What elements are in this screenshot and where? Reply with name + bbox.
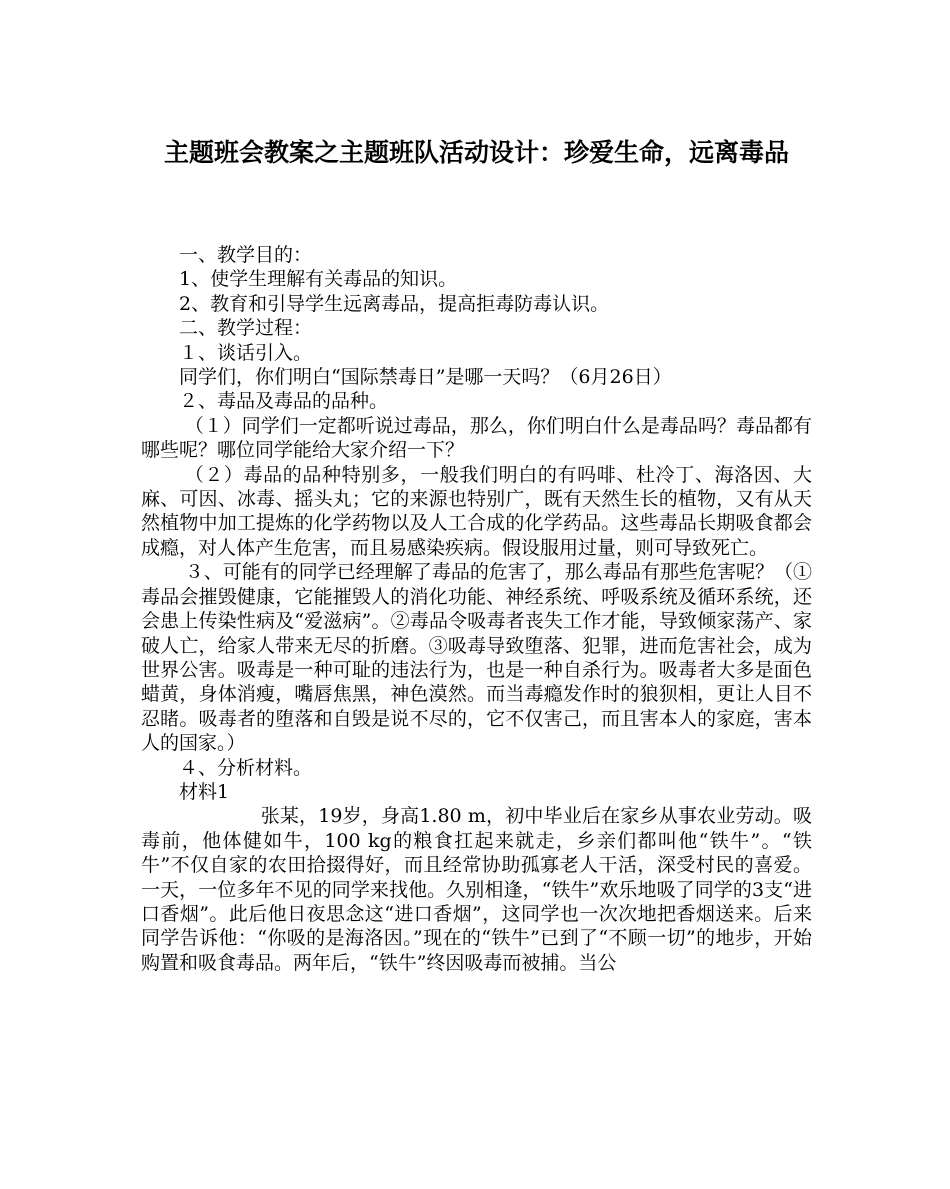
paragraph: （２）毒品的品种特别多，一般我们明白的有吗啡、杜冷丁、海洛因、大麻、可因、冰毒、摇头丸；它的来源也特别广，既有天然生长的植物，又有从天然植物中加工提炼的化学药物以及人工合成的化学药品。这些毒品长期吸食都会成瘾，对人体产生危害，而且易感染疾病。假设服用过量，则可导致死亡。 <box>141 463 812 559</box>
section-heading-process: 二、教学过程： <box>179 317 313 340</box>
section-heading-objectives: 一、教学目的： <box>179 244 313 266</box>
objective-item: 1、使学生理解有关毒品的知识。 <box>179 268 458 291</box>
material-label: 材料1 <box>179 780 230 803</box>
process-step-heading: ４、分析材料。 <box>179 756 313 779</box>
paragraph: （１）同学们一定都听说过毒品，那么，你们明白什么是毒品吗？毒品都有哪些呢？哪位同学能给大家介绍一下？ <box>141 414 812 462</box>
process-step-heading: １、谈话引入。 <box>179 341 313 364</box>
document-title: 主题班会教案之主题班队活动设计：珍爱生命，远离毒品 <box>163 138 789 167</box>
process-step-heading: ２、毒品及毒品的品种。 <box>179 390 389 413</box>
paragraph: ３、可能有的同学已经理解了毒品的危害了，那么毒品有那些危害呢？（①毒品会摧毁健康，它能摧毁人的消化功能、神经系统、呼吸系统及循环系统，还会患上传染性病及“爱滋病”。②毒品令吸毒者丧失工作才能，导致倾家荡产、家破人亡，给家人带来无尽的折磨。③吸毒导致堕落、犯罪，进而危害社会，成为世界公害。吸毒是一种可耻的违法行为，也是一种自杀行为。吸毒者大多是面色蜡黄，身体消瘦，嘴唇焦黑，神色漠然。而当毒瘾发作时的狼狈相，更让人目不忍睹。吸毒者的堕落和自毁是说不尽的，它不仅害己，而且害本人的家庭，害本人的国家。） <box>141 561 812 755</box>
document-body <box>141 243 812 975</box>
paragraph: 同学们，你们明白“国际禁毒日”是哪一天吗？（6月26日） <box>179 366 672 389</box>
document-page <box>141 128 812 975</box>
material-paragraph: 张某，19岁，身高1.80 m，初中毕业后在家乡从事农业劳动。吸毒前，他体健如牛，100 kg的粮食扛起来就走，乡亲们都叫他“铁牛”。“铁牛”不仅自家的农田拾掇得好，而且经常协助孤寡老人干活，深受村民的喜爱。一天，一位多年不见的同学来找他。久别相逢，“铁牛”欢乐地吸了同学的3支“进口香烟”。此后他日夜思念这“进口香烟”，这同学也一次次地把香烟送来。后来同学告诉他：“你吸的是海洛因。”现在的“铁牛”已到了“不顾一切”的地步，开始购置和吸食毒品。两年后，“铁牛”终因吸毒而被捕。当公 <box>141 805 812 974</box>
objective-item: 2、教育和引导学生远离毒品，提高拒毒防毒认识。 <box>179 292 610 315</box>
